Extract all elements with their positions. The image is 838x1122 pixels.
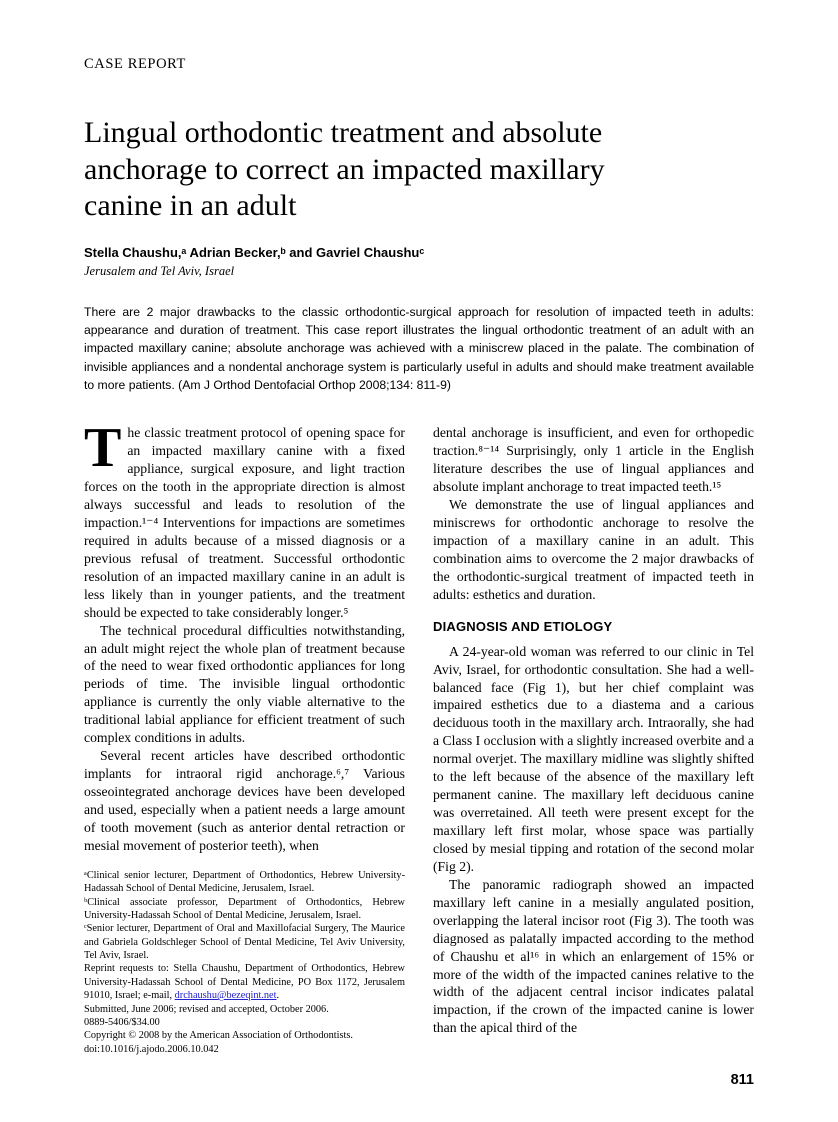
section-heading-diagnosis: DIAGNOSIS AND ETIOLOGY (433, 618, 613, 634)
two-column-body (84, 417, 754, 1056)
footnotes-block (84, 869, 405, 1056)
footnote-affiliation-b: ᵇClinical associate professor, Department of Orthodontics, Hebrew University-Hadassah School of Dental Medicine, Jerusalem, Israel. (84, 896, 405, 921)
article-header (84, 56, 754, 279)
paragraph-text: he classic treatment protocol of opening space for an impacted maxillary canine with a fixed appliance, surgical exposure, and light traction forces on the tooth in the appropriate direction is almost always successful and leads to resolution of the impaction.¹⁻⁴ Interventions for impactions are sometimes required in adults because of a missed diagnosis or a previous refusal of treatment. Successful orthodontic resolution of an impacted maxillary canine in an adult is less likely than in younger patients, and the treatment should be expected to take considerably longer.⁵ (84, 425, 405, 620)
email-link[interactable]: drchaushu@bezeqint.net (174, 990, 277, 1002)
article-title: Lingual orthodontic treatment and absolute anchorage to correct an impacted maxillary canine in an adult (84, 116, 605, 223)
author-line: Stella Chaushu,ᵃ Adrian Becker,ᵇ and Gavriel Chaushuᶜ (84, 244, 425, 260)
footnote-submitted: Submitted, June 2006; revised and accepted, October 2006. (84, 1003, 329, 1015)
affiliation-line: Jerusalem and Tel Aviv, Israel (84, 263, 235, 278)
body-paragraph: dental anchorage is insufficient, and even for orthopedic traction.⁸⁻¹⁴ Surprisingly, only 1 article in the English literature describes the use of lingual appliances and absolute implant anchorage to treat impacted teeth.¹⁵ (433, 425, 754, 495)
footnote-copyright: Copyright © 2008 by the American Association of Orthodontists. (84, 1030, 353, 1042)
reprint-text-end: . (276, 990, 280, 1002)
body-paragraph: A 24-year-old woman was referred to our clinic in Tel Aviv, Israel, for orthodontic consultation. She had a well-balanced face (Fig 1), but her chief complaint was impaired esthetics due to a diastema and a carious deciduous tooth in the maxillary arch. Intraorally, she had a Class I occlusion with a slightly increased overbite and a normal overjet. The maxillary midline was slightly shifted to the left because of the absence of the maxillary left permanent canine. The maxillary left deciduous canine was overretained. All teeth were present except for the maxillary left first molar, whose space was partially closed by mesial tipping and rotation of the second molar (Fig 2). (433, 643, 754, 874)
footnote-issn-price: 0889-5406/$34.00 (84, 1016, 160, 1028)
body-paragraph: Several recent articles have described orthodontic implants for intraoral rigid anchorage.⁶,⁷ Various osseointegrated anchorage devices have been developed and used, especially when a patient needs a large amount of tooth movement (such as anterior dental retraction or mesial movement of posterior teeth), when (84, 748, 405, 853)
body-paragraph: The panoramic radiograph showed an impacted maxillary left canine in a mesially angulated position, overlapping the lateral incisor root (Fig 3). The tooth was diagnosed as palatally impacted according to the method of Chaushu et al¹⁶ in which an enlargement of 15% or more of the width of the impacted canines relative to the width of the adjacent central incisor indicates palatal impaction, if the crown of the impacted canine is lower than the apical third of the (433, 876, 754, 1036)
footnote-affiliation-c: ᶜSenior lecturer, Department of Oral and Maxillofacial Surgery, The Maurice and Gabriela Goldschleger School of Dental Medicine, Tel Aviv University, Tel Aviv, Israel. (84, 923, 405, 962)
body-paragraph: The technical procedural difficulties notwithstanding, an adult might reject the whole plan of treatment because of the need to wear fixed orthodontic appliances for long periods of time. The invisible lingual orthodontic appliance is currently the only viable alternative to the traditional labial appliance for efficient treatment of such complex conditions in adults. (84, 622, 405, 746)
article-type-label: CASE REPORT (84, 56, 187, 72)
right-column (433, 424, 754, 1056)
footnote-reprint (84, 962, 405, 1002)
footnote-doi: doi:10.1016/j.ajodo.2006.10.042 (84, 1043, 219, 1055)
page-number: 811 (730, 1072, 754, 1088)
abstract-text: There are 2 major drawbacks to the classic orthodontic-surgical approach for resolution of impacted teeth in adults: appearance and duration of treatment. This case report illustrates the lingual orthodontic treatment of an adult with an impacted maxillary canine; absolute anchorage was achieved with a miniscrew placed in the palate. The combination of invisible appliances and a nondental anchorage system is particularly useful in adults and should make treatment available to more patients. (Am J Orthod Dentofacial Orthop 2008;134: 811-9) (84, 304, 754, 392)
drop-cap: T (84, 417, 122, 480)
body-paragraph (84, 417, 405, 621)
reprint-text: Reprint requests to: Stella Chaushu, Department of Orthodontics, Hebrew University-Hadassah School of Dental Medicine, PO Box 1172, Jerusalem 91010, Israel; e-mail, (84, 963, 405, 1002)
footnote-affiliation-a: ᵃClinical senior lecturer, Department of Orthodontics, Hebrew University-Hadassah School of Dental Medicine, Jerusalem, Israel. (84, 869, 405, 895)
body-paragraph: We demonstrate the use of lingual appliances and miniscrews for orthodontic anchorage to resolve the impaction of a maxillary canine in an adult. This combination aims to overcome the 2 major drawbacks of the orthodontic-surgical treatment of impacted teeth in adults: esthetics and duration. (433, 497, 754, 602)
left-column (84, 417, 405, 1056)
